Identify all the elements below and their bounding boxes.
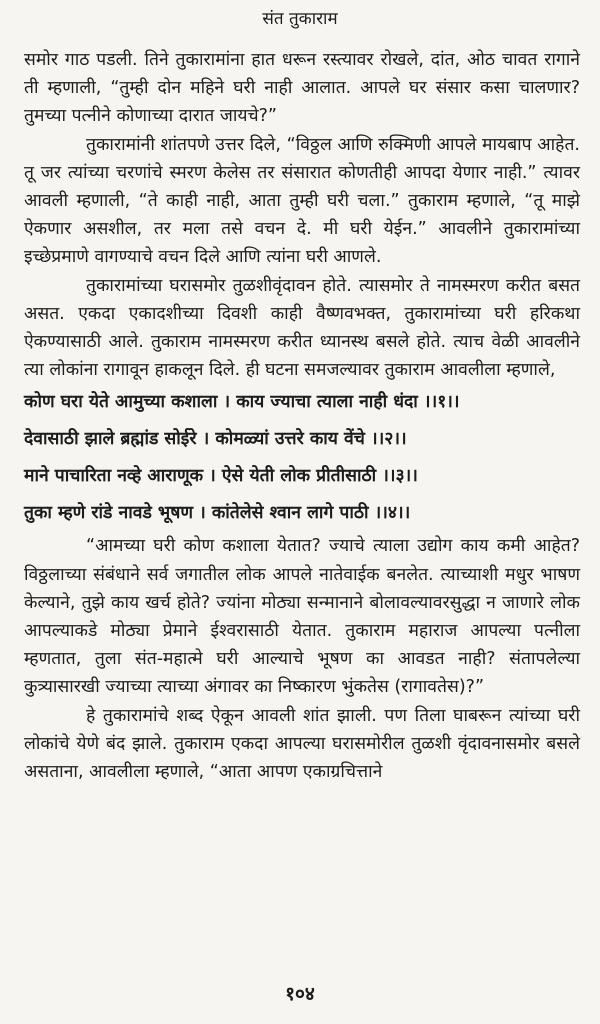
abhang-verses: [24, 384, 580, 532]
paragraph: तुकारामांच्या घरासमोर तुळशीवृंदावन होते. त्यासमोर ते नामस्मरण करीत बसत असत. एकदा एकादशीच्या दिवशी काही वैष्णवभक्त, तुकारामांच्या घरी हरिकथा ऐकण्यासाठी आले. तुकाराम नामस्मरण करीत ध्यानस्थ बसले होते. त्याच वेळी आवलीने त्या लोकांना रागावून हाकलून दिले. ही घटना समजल्यावर तुकाराम आवलीला म्हणाले,: [24, 275, 580, 381]
running-header: संत तुकाराम: [262, 9, 338, 29]
page-body: [24, 46, 580, 786]
paragraph: हे तुकारामांचे शब्द ऐकून आवली शांत झाली. पण तिला घाबरून त्यांच्या घरी लोकांचे येणे बंद झाले. तुकाराम एकदा आपल्या घरासमोरील तुळशी वृंदावनासमोर बसले असताना, आवलीला म्हणाले, “आता आपण एकाग्रचित्ताने: [24, 705, 580, 783]
verse-line: देवासाठी झाले ब्रह्मांड सोईरे । कोमळ्यां उत्तरे काय वेंचे ।।२।।: [24, 429, 407, 450]
paragraph: “आमच्या घरी कोण कशाला येतात? ज्याचे त्याला उद्योग काय कमी आहेत? विठ्ठलाच्या संबंधाने सर्व जगातील लोक आपले नातेवाईक बनलेत. त्याच्याशी मधुर भाषण केल्याने, तुझे काय खर्च होते? ज्यांना मोठ्या सन्मानाने बोलावल्यावरसुद्धा न जाणारे लोक आपल्याकडे मोठ्या प्रेमाने ईश्वरासाठी येतात. तुकाराम महाराज आपल्या पत्नीला म्हणतात, तुला संत-महात्मे घरी आल्याचे भूषण का आवडत नाही? संतापलेल्या कुत्र्यासारखी ज्याच्या त्याच्या अंगावर का निष्कारण भुंकतेस (रागावतेस)?”: [24, 536, 580, 698]
paragraph: तुकारामांनी शांतपणे उत्तर दिले, “विठ्ठल आणि रुक्मिणी आपले मायबाप आहेत. तू जर त्यांच्या चरणांचे स्मरण केलेस तर संसारात कोणतीही आपदा येणार नाही.” त्यावर आवली म्हणाली, “ते काही नाही, आता तुम्ही घरी चला.” तुकाराम म्हणाले, “तू माझे ऐकणार असशील, तर मला तसे वचन दे. मी घरी येईन.” आवलीने तुकारामांच्या इच्छेप्रमाणे वागण्याचे वचन दिले आणि त्यांना घरी आणले.: [24, 134, 580, 268]
page-number: १०४: [285, 983, 315, 1005]
paragraph: समोर गाठ पडली. तिने तुकारामांना हात धरून रस्त्यावर रोखले, दांत, ओठ चावत रागाने ती म्हणाली, “तुम्ही दोन महिने घरी नाही आलात. आपले घर संसार कसा चालणार? तुमच्या पत्नीने कोणाच्या दारात जायचे?”: [24, 50, 580, 127]
verse-line: माने पाचारिता नव्हे आराणूक । ऐसे येती लोक प्रीतीसाठी ।।३।।: [24, 466, 418, 487]
verse-line: तुका म्हणे रांडे नावडे भूषण । कांतेलेसे श्वान लागे पाठी ।।४।।: [24, 503, 411, 524]
verse-line: कोण घरा येते आमुच्या कशाला । काय ज्याचा त्याला नाही धंदा ।।१।।: [24, 392, 460, 413]
